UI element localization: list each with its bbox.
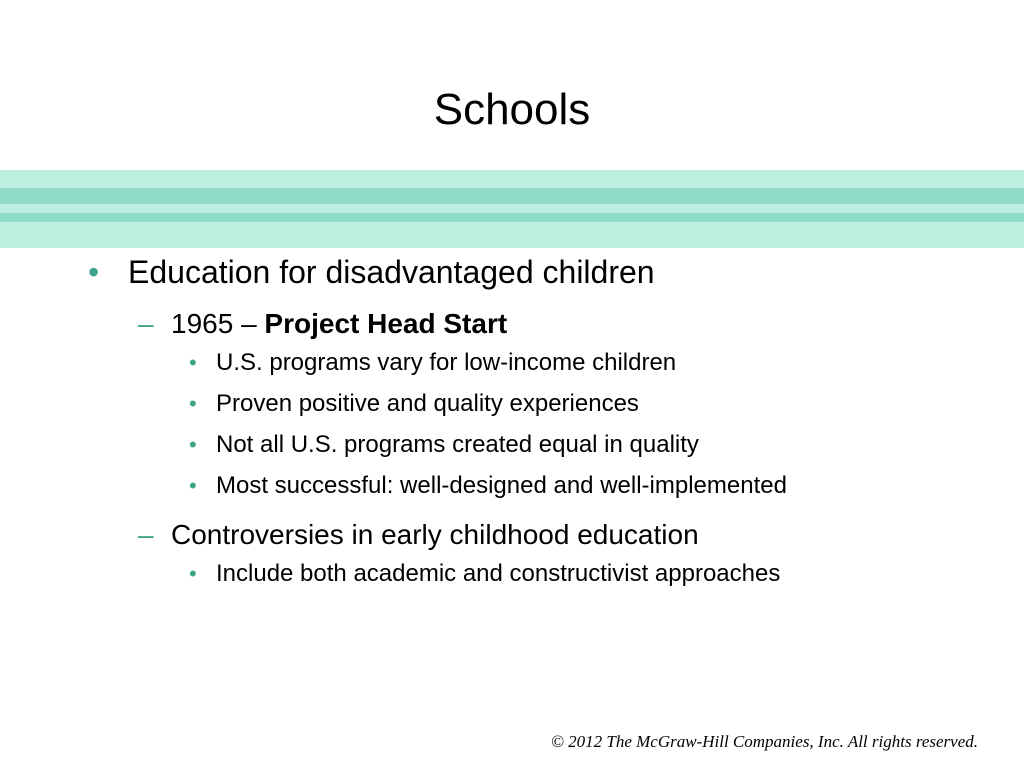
bullet-level3 (189, 430, 1024, 460)
bullet-text: Controversies in early childhood education (171, 519, 699, 550)
bullet-text: Include both academic and constructivist approaches (216, 560, 781, 587)
decorative-band (0, 170, 1024, 248)
bullet-dot-icon: • (189, 350, 197, 375)
bullet-text-bold: Project Head Start (264, 308, 508, 339)
bullet-text: Not all U.S. programs created equal in quality (216, 431, 699, 458)
bullet-level2 (138, 517, 1024, 553)
copyright-footer: © 2012 The McGraw-Hill Companies, Inc. All rights reserved. (550, 732, 978, 751)
dash-icon: – (138, 519, 154, 550)
bullet-list (0, 250, 1024, 589)
bullet-level2 (138, 306, 1024, 342)
bullet-dot-icon: • (189, 561, 197, 586)
bullet-dot-icon: • (189, 432, 197, 457)
bullet-level1 (88, 252, 1024, 292)
bullet-level3 (189, 471, 1024, 501)
bullet-text-prefix: 1965 – (171, 308, 265, 339)
bullet-text: Proven positive and quality experiences (216, 390, 639, 417)
bullet-level3 (189, 559, 1024, 589)
bullet-dot-icon: • (189, 473, 197, 498)
bullet-dot-icon: • (88, 254, 100, 290)
bullet-level3 (189, 389, 1024, 419)
band-stripe-light (0, 170, 1024, 188)
bullet-text: U.S. programs vary for low-income children (216, 349, 677, 376)
band-stripe-light (0, 204, 1024, 213)
band-stripe-mid (0, 188, 1024, 204)
bullet-text: Most successful: well-designed and well-implemented (216, 472, 787, 499)
bullet-dot-icon: • (189, 391, 197, 416)
bullet-text: Education for disadvantaged children (128, 254, 655, 290)
slide-title: Schools (433, 85, 591, 134)
band-stripe-light (0, 222, 1024, 248)
bullet-level3 (189, 348, 1024, 378)
band-stripe-mid (0, 213, 1024, 222)
dash-icon: – (138, 308, 154, 339)
